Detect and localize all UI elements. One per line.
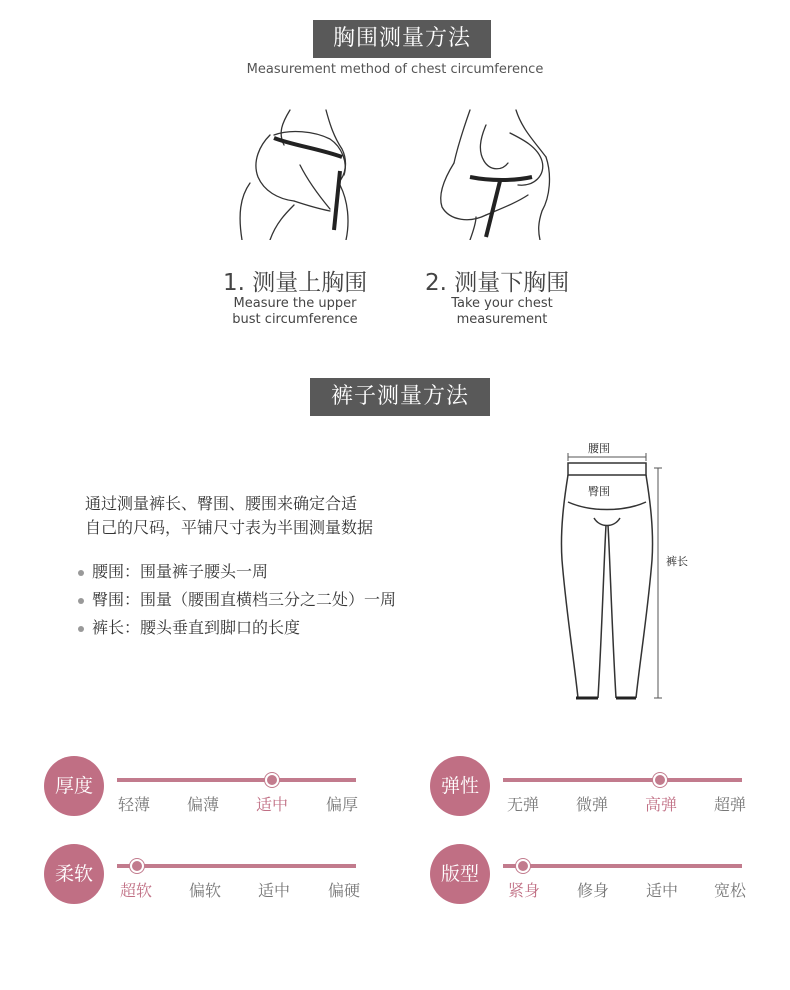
under-bust-illustration [430,105,560,240]
attribute-label: 柔软 [44,844,104,904]
step-1-caption: Measure the upper bust circumference [232,296,358,327]
scale-knob [265,773,279,787]
scale-track [503,864,742,868]
scale-track [117,864,356,868]
scale-option: 无弹 [506,795,539,814]
scale-option-selected: 适中 [255,795,288,814]
bullet-dot [78,598,84,604]
bullet-dot [78,570,84,576]
list-item: 腰围：围量裤子腰头一周 [78,558,396,586]
scale-option: 偏薄 [186,795,219,814]
list-item: 臀围：围量（腰围直横档三分之二处）一周 [78,586,396,614]
scale-option-selected: 超软 [119,881,152,900]
attribute-softness [44,844,364,904]
scale-option: 适中 [645,881,678,900]
attribute-label: 版型 [430,844,490,904]
scale-option: 超弹 [713,795,746,814]
hip-label: 臀围 [588,485,610,498]
pants-description: 通过测量裤长、臀围、腰围来确定合适 自己的尺码，平铺尺寸表为半围测量数据 [85,494,374,537]
scale-option: 修身 [576,881,609,900]
scale-option-selected: 高弹 [644,795,677,814]
length-label: 裤长 [666,555,688,568]
scale-option: 偏硬 [327,881,360,900]
scale-track [503,778,742,782]
chest-section-title: 胸围测量方法 [313,20,491,58]
waist-label: 腰围 [588,442,610,455]
step-2-title: 2. 测量下胸围 [425,270,570,296]
step-2-caption: Take your chest measurement [451,296,553,327]
scale-option: 轻薄 [117,795,150,814]
scale-option: 偏厚 [325,795,358,814]
pants-diagram [550,430,710,710]
attribute-thickness [44,756,364,816]
scale-track [117,778,356,782]
scale-option: 微弹 [575,795,608,814]
attribute-fit [430,844,750,904]
scale-option: 宽松 [713,881,746,900]
scale-option-selected: 紧身 [507,881,540,900]
scale-knob [516,859,530,873]
attribute-elasticity [430,756,750,816]
scale-option: 偏软 [188,881,221,900]
chest-section-subtitle: Measurement method of chest circumference [246,62,544,77]
pants-section-title: 裤子测量方法 [310,378,490,416]
scale-knob [130,859,144,873]
list-item: 裤长：腰头垂直到脚口的长度 [78,614,396,642]
scale-knob [653,773,667,787]
measurement-list [78,558,396,642]
attribute-label: 厚度 [44,756,104,816]
upper-bust-illustration [230,105,360,240]
scale-option: 适中 [257,881,290,900]
attribute-label: 弹性 [430,756,490,816]
step-1-title: 1. 测量上胸围 [223,270,368,296]
bullet-dot [78,626,84,632]
